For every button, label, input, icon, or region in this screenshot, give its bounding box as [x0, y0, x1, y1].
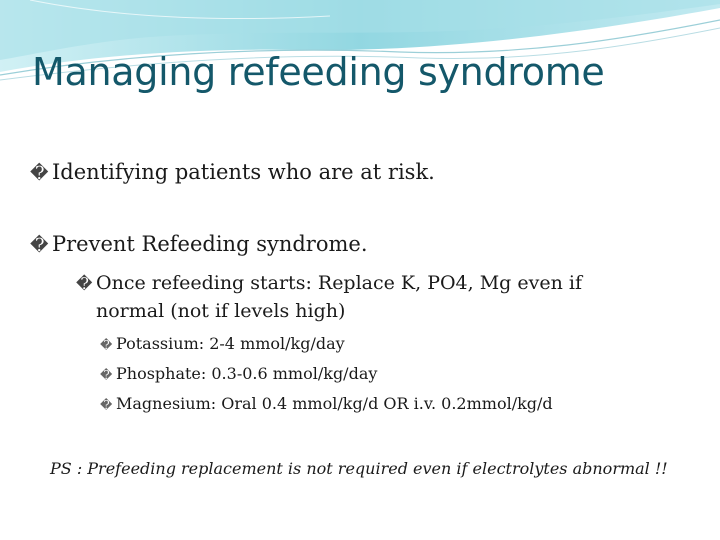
- bullet-icon: �: [100, 368, 113, 382]
- dose-text: Phosphate: 0.3-0.6 mmol/kg/day: [116, 364, 378, 383]
- bullet-icon: �: [30, 163, 49, 184]
- subbullet-replace-electrolytes: [76, 272, 582, 294]
- bullet-icon: �: [76, 274, 93, 293]
- bullet-text: Identifying patients who are at risk.: [52, 160, 435, 184]
- bullet-icon: �: [30, 235, 49, 256]
- dose-text: Potassium: 2-4 mmol/kg/day: [116, 334, 345, 353]
- bullet-text: Prevent Refeeding syndrome.: [52, 232, 368, 256]
- dose-item-magnesium: [100, 394, 553, 413]
- bullet-icon: �: [100, 338, 113, 352]
- bullet-identifying-patients: [30, 160, 435, 184]
- dose-text: Magnesium: Oral 0.4 mmol/kg/d OR i.v. 0.2mmol/kg/d: [116, 394, 553, 413]
- footnote-ps: PS : Prefeeding replacement is not required even if electrolytes abnormal !!: [50, 459, 668, 478]
- subbullet-replace-electrolytes-continued: [96, 300, 345, 322]
- dose-item-potassium: [100, 334, 345, 353]
- dose-item-phosphate: [100, 364, 377, 383]
- subbullet-text-line1: Once refeeding starts: Replace K, PO4, Mg even if: [96, 272, 582, 294]
- slide-title: Managing refeeding syndrome: [32, 50, 605, 94]
- subbullet-text-line2: normal (not if levels high): [96, 300, 346, 322]
- bullet-icon: �: [100, 398, 113, 412]
- bullet-prevent-refeeding: [30, 232, 368, 256]
